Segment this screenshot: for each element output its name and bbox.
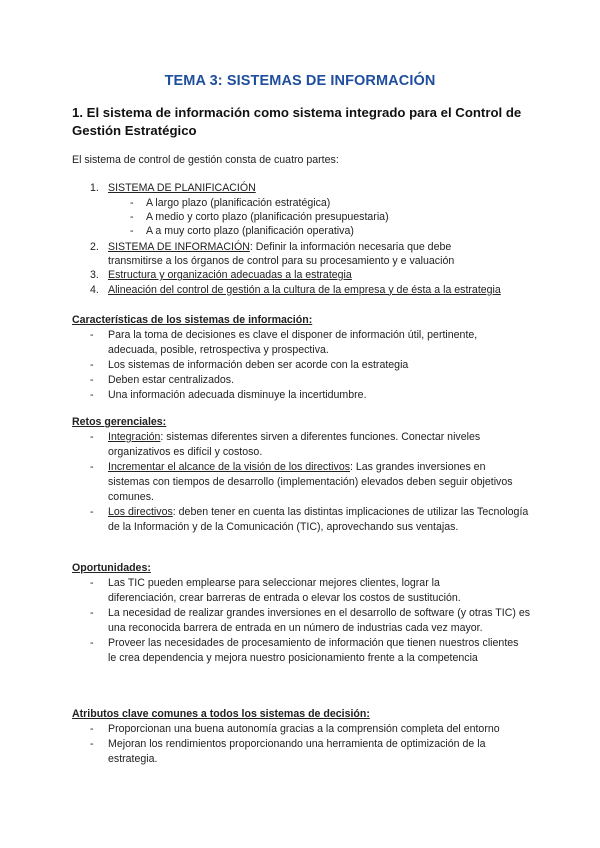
list-item: 2. SISTEMA DE INFORMACIÓN: Definir la información necesaria que debe transmitirse a los órganos de control para su procesamiento y e valuación [90,240,455,267]
list-item: - Para la toma de decisiones es clave el disponer de información útil, pertinente, adecuada, posible, retrospectiva y prospectiva. [90,329,478,356]
retos-section [72,415,532,535]
list-item: 3. Estructura y organización adecuadas a la estrategia [90,269,352,281]
part-label: Estructura y organización adecuadas a la estrategia [108,269,352,281]
list-item: - Una información adecuada disminuye la incertidumbre. [90,389,367,402]
list-item: - Los sistemas de información deben ser acorde con la estrategia [90,358,409,371]
atributos-section [72,707,532,767]
list-item: - Deben estar centralizados. [90,374,235,387]
list-item: 1. SISTEMA DE PLANIFICACIÓN [90,182,256,194]
list-item: - Integración: sistemas diferentes sirven a diferentes funciones. Conectar niveles organizativos es difícil y costoso. [90,431,481,458]
section-heading: 1. El sistema de información como sistema integrado para el Control de Gestión Estratégico [72,105,522,138]
sub-list-item: - A medio y corto plazo (planificación presupuestaria) [130,210,389,223]
document-title: TEMA 3: SISTEMAS DE INFORMACIÓN [164,73,436,89]
list-item: - La necesidad de realizar grandes inversiones en el desarrollo de software (y otras TIC) es una reconocida barrera de entrada en un número de industrias cada vez mayor. [90,606,531,634]
sub-list-item: - A a muy corto plazo (planificación operativa) [130,224,354,237]
sub-list-item: - A largo plazo (planificación estratégica) [130,196,331,209]
section-title: Atributos clave comunes a todos los sistemas de decisión: [72,708,370,720]
section-title: Retos gerenciales: [72,416,167,428]
list-item: - Incrementar el alcance de la visión de los directivos: Las grandes inversiones en sistemas con tiempos de desarrollo (implementación) elevados deben seguir objetivos comunes. [90,460,513,503]
list-item: - Mejoran los rendimientos proporcionando una herramienta de optimización de la estrategia. [90,738,486,765]
list-item: - Las TIC pueden emplearse para seleccionar mejores clientes, lograr la diferenciación, crear barreras de entrada o elevar los costos de sustitución. [90,577,461,604]
section-title: Oportunidades: [72,562,151,574]
section-title: Características de los sistemas de información: [72,314,313,326]
part-label: SISTEMA DE PLANIFICACIÓN [108,182,256,194]
caracteristicas-section [72,313,532,404]
oportunidades-section [72,561,532,666]
part-label: SISTEMA DE INFORMACIÓN [108,240,250,253]
parts-list [72,181,532,297]
part-label: Alineación del control de gestión a la cultura de la empresa y de ésta a la estrategia [108,283,501,296]
intro-text: El sistema de control de gestión consta de cuatro partes: [72,154,339,166]
list-item: 4. Alineación del control de gestión a la cultura de la empresa y de ésta a la estrategia [90,283,501,296]
list-item: - Los directivos: deben tener en cuenta las distintas implicaciones de utilizar las Tecnología de la Información y de la Comunicación (TIC), aprovechando sus ventajas. [90,505,529,533]
list-item: - Proveer las necesidades de procesamiento de información que tienen nuestros clientes le crea dependencia y mejora nuestro posicionamiento frente a la competencia [90,636,519,664]
list-item: - Proporcionan una buena autonomía gracias a la comprensión completa del entorno [90,723,500,735]
